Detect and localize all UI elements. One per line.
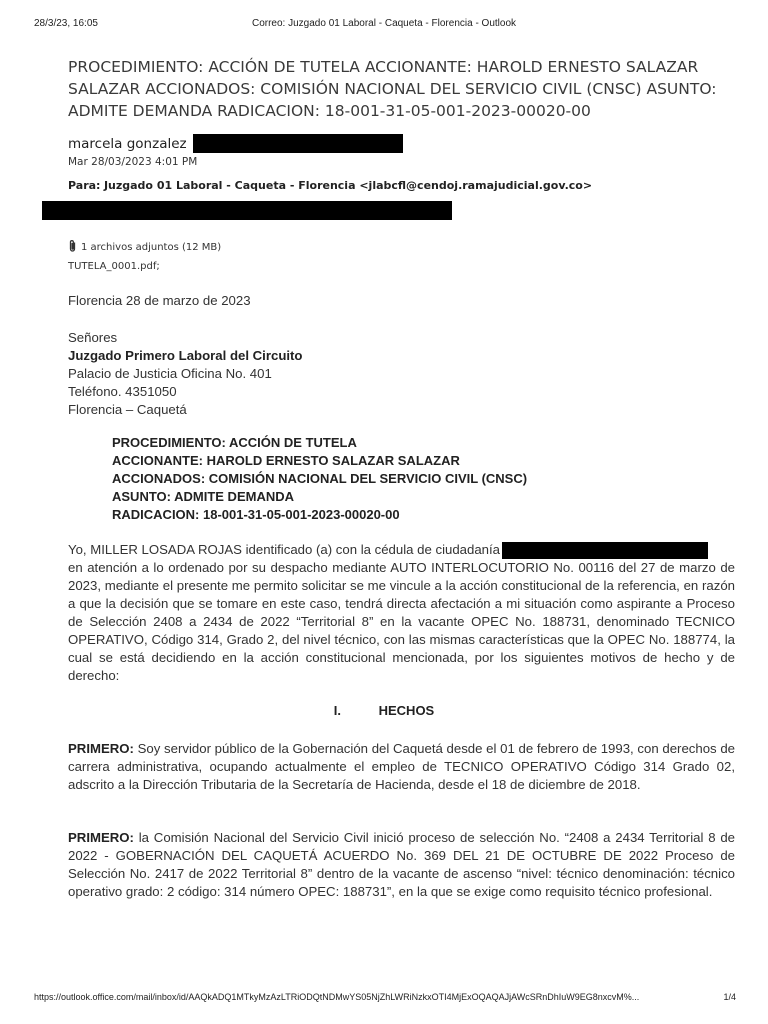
fact-paragraph-2 bbox=[68, 829, 735, 901]
fact-2-label: PRIMERO: bbox=[68, 830, 134, 845]
recipient-value: Juzgado 01 Laboral - Caqueta - Florencia <jlabcfl@cendoj.ramajudicial.gov.co> bbox=[103, 179, 593, 192]
ref-asunto: ASUNTO: ADMITE DEMANDA bbox=[112, 489, 294, 504]
print-window-title: Correo: Juzgado 01 Laboral - Caqueta - Florencia - Outlook bbox=[251, 18, 517, 29]
recipient-line bbox=[68, 179, 592, 192]
fact-2-text: la Comisión Nacional del Servicio Civil inició proceso de selección No. “2408 a 2434 Territorial 8 de 2022 - GOBERNACIÓN DEL CAQUETÁ ACUERDO No. 369 DEL 21 DE OCTUBRE DE 2022 Proceso de Selección No. 2417 de 2022 Territorial 8” dentro de la vacante de ascenso “nivel: técnico denominación: técnico operativo grado: 2 código: 314 número OPEC: 188731”, en la que se exige como requisito técnico profesional. bbox=[68, 830, 735, 899]
fact-1-text: Soy servidor público de la Gobernación del Caquetá desde el 01 de febrero de 1993, con derechos de carrera administrativa, ocupando actualmente el empleo de TECNICO OPERATIVO Código 314 Grado 02, adscrito a la Dirección Tributaria de la Secretaría de Hacienda, desde el 18 de diciembre de 2018. bbox=[68, 741, 735, 792]
section-number: I. bbox=[333, 703, 341, 718]
letter-place-date: Florencia 28 de marzo de 2023 bbox=[68, 293, 251, 308]
paperclip-icon bbox=[68, 239, 81, 256]
attachment-filename[interactable]: TUTELA_0001.pdf; bbox=[68, 261, 160, 272]
letter-phone: Teléfono. 4351050 bbox=[68, 384, 177, 399]
email-subject: PROCEDIMIENTO: ACCIÓN DE TUTELA ACCIONANTE: HAROLD ERNESTO SALAZAR SALAZAR ACCIONADOS: COMISIÓN NACIONAL DEL SERVICIO CIVIL (CNSC) ASUNTO: ADMITE DEMANDA RADICACION: 18-001-31-05-001-2023-00020-00 bbox=[68, 58, 717, 120]
letter-city: Florencia – Caquetá bbox=[68, 402, 187, 417]
letter-salutation: Señores bbox=[68, 330, 118, 345]
letter-address: Palacio de Justicia Oficina No. 401 bbox=[68, 366, 272, 381]
section-heading bbox=[0, 703, 768, 718]
section-title: HECHOS bbox=[378, 703, 435, 718]
print-page-number: 1/4 bbox=[723, 992, 736, 1002]
redacted-id-number bbox=[502, 542, 708, 559]
intro-body: en atención a lo ordenado por su despacho mediante AUTO INTERLOCUTORIO No. 00116 del 27 de marzo de 2023, mediante el presente me permito solicitar se me vincule a la acción constitucional de la referencia, en razón a que la decisión que se tomare en este caso, tendrá directa afectación a mi situación como aspirante a Proceso de Selección 2408 a 2434 de 2022 “Territorial 8” en la vacante OPEC No. 188731, denominado TECNICO OPERATIVO, Código 314, Grado 2, del nivel técnico, con las mismas características que la OPEC No. 188774, la cual se está decidiendo en la acción constitucional mencionada, por los siguientes motivos de hecho y de derecho: bbox=[68, 560, 735, 683]
intro-first-line: Yo, MILLER LOSADA ROJAS identificado (a) con la cédula de ciudadanía bbox=[68, 542, 501, 557]
ref-accionados: ACCIONADOS: COMISIÓN NACIONAL DEL SERVICIO CIVIL (CNSC) bbox=[112, 471, 528, 486]
sender-row bbox=[68, 134, 403, 153]
sent-date: Mar 28/03/2023 4:01 PM bbox=[68, 156, 198, 168]
ref-procedimiento: PROCEDIMIENTO: ACCIÓN DE TUTELA bbox=[112, 435, 357, 450]
letter-addressee-block bbox=[68, 329, 735, 419]
letter-addressee: Juzgado Primero Laboral del Circuito bbox=[68, 348, 303, 363]
redacted-cc-line bbox=[42, 201, 452, 220]
fact-paragraph-1 bbox=[68, 740, 735, 794]
recipient-label: Para: bbox=[68, 179, 101, 192]
ref-radicacion: RADICACION: 18-001-31-05-001-2023-00020-00 bbox=[112, 507, 400, 522]
print-footer-url: https://outlook.office.com/mail/inbox/id/AAQkADQ1MTkyMzAzLTRiODQtNDMwYS05NjZhLWRiNzkxOTI4MjExOQAQAJjAWcSRnDhIuW9EG8nxcvM%... bbox=[34, 992, 640, 1002]
attachments-summary[interactable] bbox=[68, 239, 221, 256]
reference-block bbox=[112, 434, 527, 524]
redacted-sender-email bbox=[193, 134, 403, 153]
attachments-count: 1 archivos adjuntos (12 MB) bbox=[81, 242, 222, 253]
sender-name: marcela gonzalez bbox=[68, 135, 187, 152]
fact-1-label: PRIMERO: bbox=[68, 741, 134, 756]
ref-accionante: ACCIONANTE: HAROLD ERNESTO SALAZAR SALAZAR bbox=[112, 453, 460, 468]
print-datetime: 28/3/23, 16:05 bbox=[34, 18, 98, 29]
letter-intro-paragraph bbox=[68, 541, 735, 685]
